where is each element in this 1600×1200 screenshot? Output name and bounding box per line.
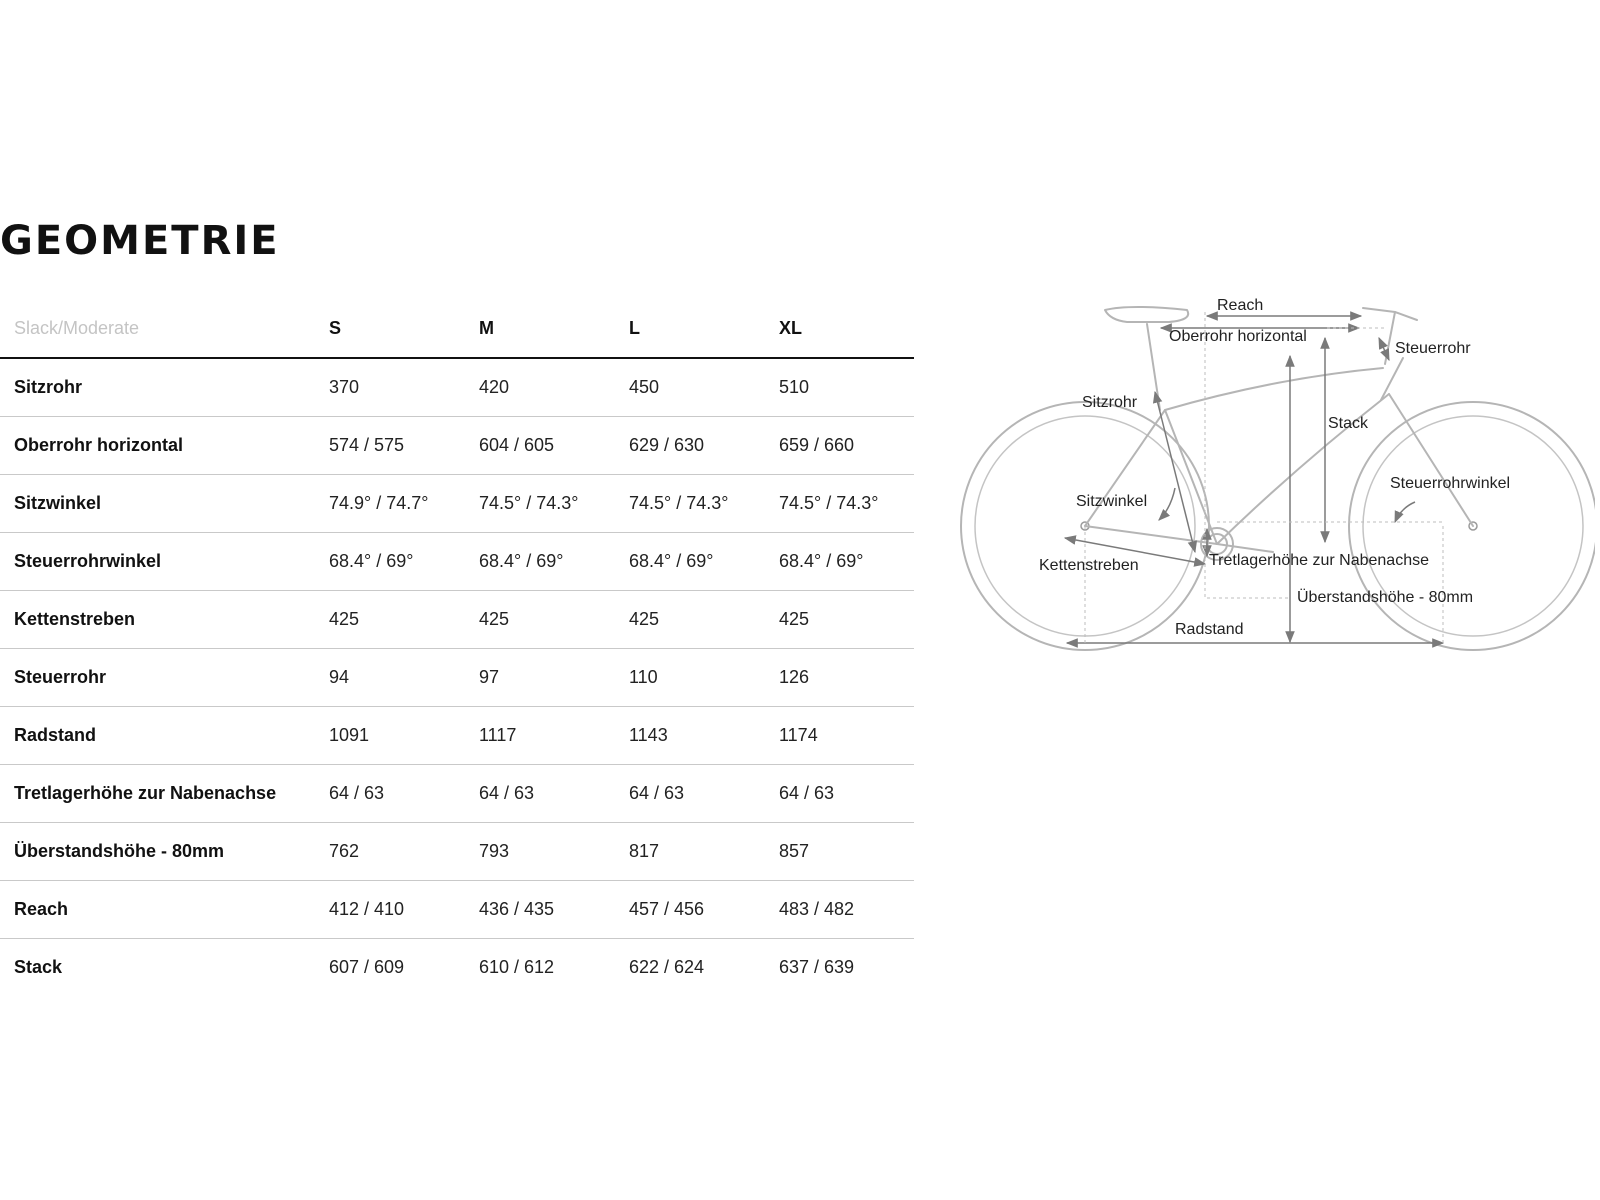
- table-cell: 370: [329, 358, 479, 417]
- label-reach: Reach: [1217, 298, 1264, 314]
- table-cell: 74.5° / 74.3°: [479, 475, 629, 533]
- table-cell: 425: [329, 591, 479, 649]
- table-cell: 604 / 605: [479, 417, 629, 475]
- row-label: Sitzrohr: [0, 358, 329, 417]
- row-label: Überstandshöhe - 80mm: [0, 823, 329, 881]
- table-cell: 94: [329, 649, 479, 707]
- bike-geometry-diagram: [955, 298, 1595, 670]
- table-row: [0, 533, 914, 591]
- table-cell: 64 / 63: [479, 765, 629, 823]
- label-wheelbase: Radstand: [1175, 621, 1244, 638]
- table-row: [0, 765, 914, 823]
- table-row: [0, 823, 914, 881]
- table-cell: 1091: [329, 707, 479, 765]
- table-cell: 436 / 435: [479, 881, 629, 939]
- table-cell: 126: [779, 649, 914, 707]
- row-label: Sitzwinkel: [0, 475, 329, 533]
- table-cell: 74.5° / 74.3°: [629, 475, 779, 533]
- table-cell: 425: [479, 591, 629, 649]
- row-label: Steuerrohr: [0, 649, 329, 707]
- label-seat-angle: Sitzwinkel: [1076, 493, 1148, 510]
- table-cell: 1117: [479, 707, 629, 765]
- table-row: [0, 707, 914, 765]
- row-label: Reach: [0, 881, 329, 939]
- table-cell: 64 / 63: [779, 765, 914, 823]
- row-label: Radstand: [0, 707, 329, 765]
- label-top-tube: Oberrohr horizontal: [1169, 328, 1307, 345]
- variant-label: Slack/Moderate: [0, 300, 329, 358]
- label-bb-drop: Tretlagerhöhe zur Nabenachse: [1209, 552, 1429, 569]
- table-cell: 607 / 609: [329, 957, 405, 977]
- table-cell: 1174: [779, 707, 914, 765]
- label-seat-tube: Sitzrohr: [1082, 394, 1138, 411]
- table-cell: 412 / 410: [329, 881, 479, 939]
- table-cell: 610 / 612: [479, 957, 555, 977]
- table-header-row: [0, 300, 914, 358]
- table-row: [0, 417, 914, 475]
- table-cell: 1143: [629, 707, 779, 765]
- table-cell: 64 / 63: [329, 765, 479, 823]
- table-cell: 574 / 575: [329, 417, 479, 475]
- row-label: Tretlagerhöhe zur Nabenachse: [0, 765, 329, 823]
- table-cell: 420: [479, 358, 629, 417]
- table-cell: 97: [479, 649, 629, 707]
- page-title: GEOMETRIE: [0, 218, 280, 264]
- table-cell: 68.4° / 69°: [329, 533, 479, 591]
- table-cell: 450: [629, 358, 779, 417]
- table-cell: 74.9° / 74.7°: [329, 475, 479, 533]
- row-label: Kettenstreben: [0, 591, 329, 649]
- table-cell: 64 / 63: [629, 765, 779, 823]
- table-cell: 68.4° / 69°: [629, 533, 779, 591]
- table-cell: 510: [779, 358, 914, 417]
- table-cell: 622 / 624: [629, 957, 705, 977]
- label-standover: Überstandshöhe - 80mm: [1297, 589, 1474, 606]
- table-row: [0, 939, 914, 997]
- table-cell: 457 / 456: [629, 881, 779, 939]
- size-header: S: [329, 300, 479, 358]
- table-cell: 762: [329, 823, 479, 881]
- table-row: [0, 881, 914, 939]
- size-header: L: [629, 300, 779, 358]
- table-cell: 793: [479, 823, 629, 881]
- table-cell: 637 / 639: [779, 957, 855, 977]
- table-cell: 659 / 660: [779, 417, 914, 475]
- table-row: [0, 475, 914, 533]
- table-cell: 425: [779, 591, 914, 649]
- row-label: Stack: [14, 957, 63, 977]
- label-head-angle: Steuerrohrwinkel: [1390, 475, 1511, 492]
- table-cell: 629 / 630: [629, 417, 779, 475]
- table-row: [0, 358, 914, 417]
- row-label: Oberrohr horizontal: [0, 417, 329, 475]
- row-label: Steuerrohrwinkel: [0, 533, 329, 591]
- dimension-labels: [1039, 298, 1510, 638]
- table-cell: 110: [629, 649, 779, 707]
- table-row: [0, 591, 914, 649]
- size-header: M: [479, 300, 629, 358]
- table-cell: 857: [779, 823, 914, 881]
- table-cell: 74.5° / 74.3°: [779, 475, 914, 533]
- table-cell: 425: [629, 591, 779, 649]
- size-header: XL: [779, 300, 914, 358]
- table-row: [0, 649, 914, 707]
- table-cell: 68.4° / 69°: [479, 533, 629, 591]
- table-cell: 817: [629, 823, 779, 881]
- label-head-tube: Steuerrohr: [1395, 340, 1471, 357]
- geometry-table: [0, 300, 914, 996]
- label-chainstay: Kettenstreben: [1039, 557, 1139, 574]
- table-cell: 483 / 482: [779, 881, 914, 939]
- label-stack: Stack: [1328, 415, 1369, 432]
- table-cell: 68.4° / 69°: [779, 533, 914, 591]
